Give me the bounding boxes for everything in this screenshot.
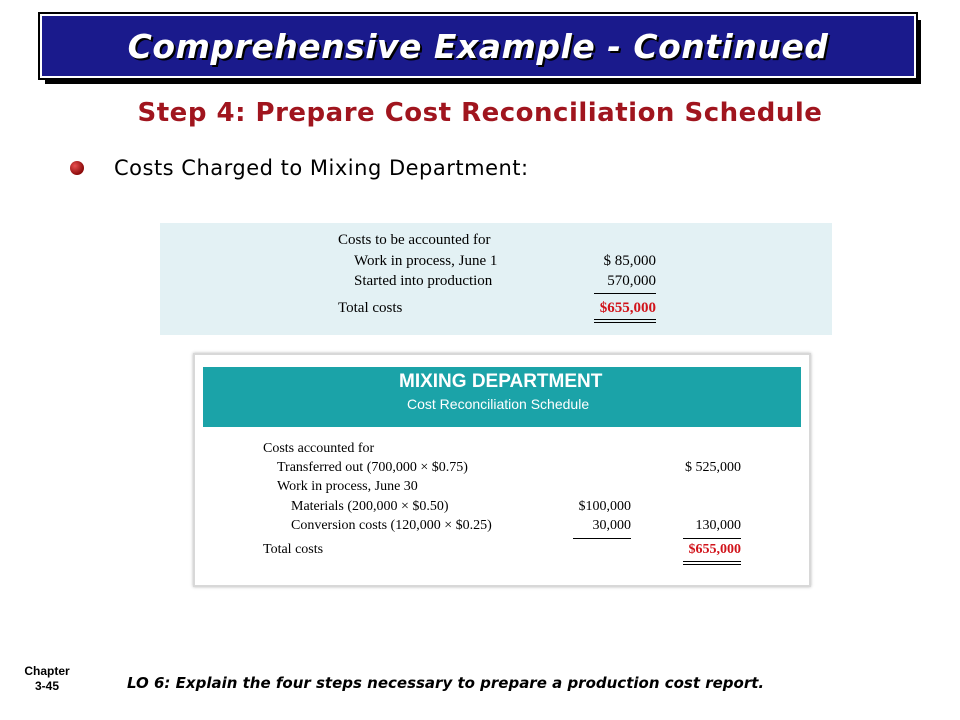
- total-costs-label: Total costs: [338, 300, 403, 316]
- total-double-underline-bottom: [594, 322, 656, 323]
- page-number: 3-45: [34, 679, 60, 693]
- schedule-subtitle: Cost Reconciliation Schedule: [407, 396, 590, 412]
- recon-total-amount: $655,000: [688, 542, 741, 557]
- costs-accounted-heading: Costs accounted for: [263, 441, 375, 456]
- transferred-out-label: Transferred out (700,000 × $0.75): [277, 460, 468, 475]
- row-amount-work-in-process: $ 85,000: [603, 253, 656, 269]
- wip-total-amount: 130,000: [695, 518, 741, 533]
- slide-title: Comprehensive Example - Continued: [127, 26, 829, 66]
- bullet-icon: [70, 161, 84, 175]
- row-label-started: Started into production: [354, 273, 493, 289]
- chapter-label: Chapter: [24, 664, 70, 678]
- wip-underline: [683, 538, 741, 539]
- row-amount-started: 570,000: [607, 273, 656, 289]
- bullet-item: [70, 156, 529, 180]
- recon-double-underline-bottom: [683, 564, 741, 565]
- materials-label: Materials (200,000 × $0.50): [291, 499, 449, 514]
- costs-to-account-table: [160, 223, 832, 335]
- recon-total-label: Total costs: [263, 542, 324, 557]
- chapter-indicator: [18, 664, 76, 694]
- row-label-work-in-process: Work in process, June 1: [354, 253, 498, 269]
- recon-double-underline-top: [683, 561, 741, 562]
- learning-objective: LO 6: Explain the four steps necessary to prepare a production cost report.: [127, 674, 765, 692]
- costs-heading: Costs to be accounted for: [338, 232, 491, 248]
- conversion-costs-amount: 30,000: [592, 518, 631, 533]
- total-costs-amount: $655,000: [599, 300, 656, 316]
- conversion-costs-label: Conversion costs (120,000 × $0.25): [291, 518, 492, 533]
- total-double-underline-top: [594, 319, 656, 320]
- cost-reconciliation-schedule: [193, 353, 811, 587]
- bullet-text: Costs Charged to Mixing Department:: [114, 156, 529, 180]
- materials-amount: $100,000: [578, 499, 631, 514]
- department-title: MIXING DEPARTMENT: [399, 371, 603, 392]
- transferred-out-amount: $ 525,000: [685, 460, 741, 475]
- schedule-header: [203, 367, 801, 427]
- subtotal-underline: [594, 293, 656, 294]
- wip-june30-label: Work in process, June 30: [277, 479, 418, 494]
- conversion-underline: [573, 538, 631, 539]
- step-heading: Step 4: Prepare Cost Reconciliation Schedule: [137, 98, 823, 128]
- slide-title-bar: [40, 14, 916, 78]
